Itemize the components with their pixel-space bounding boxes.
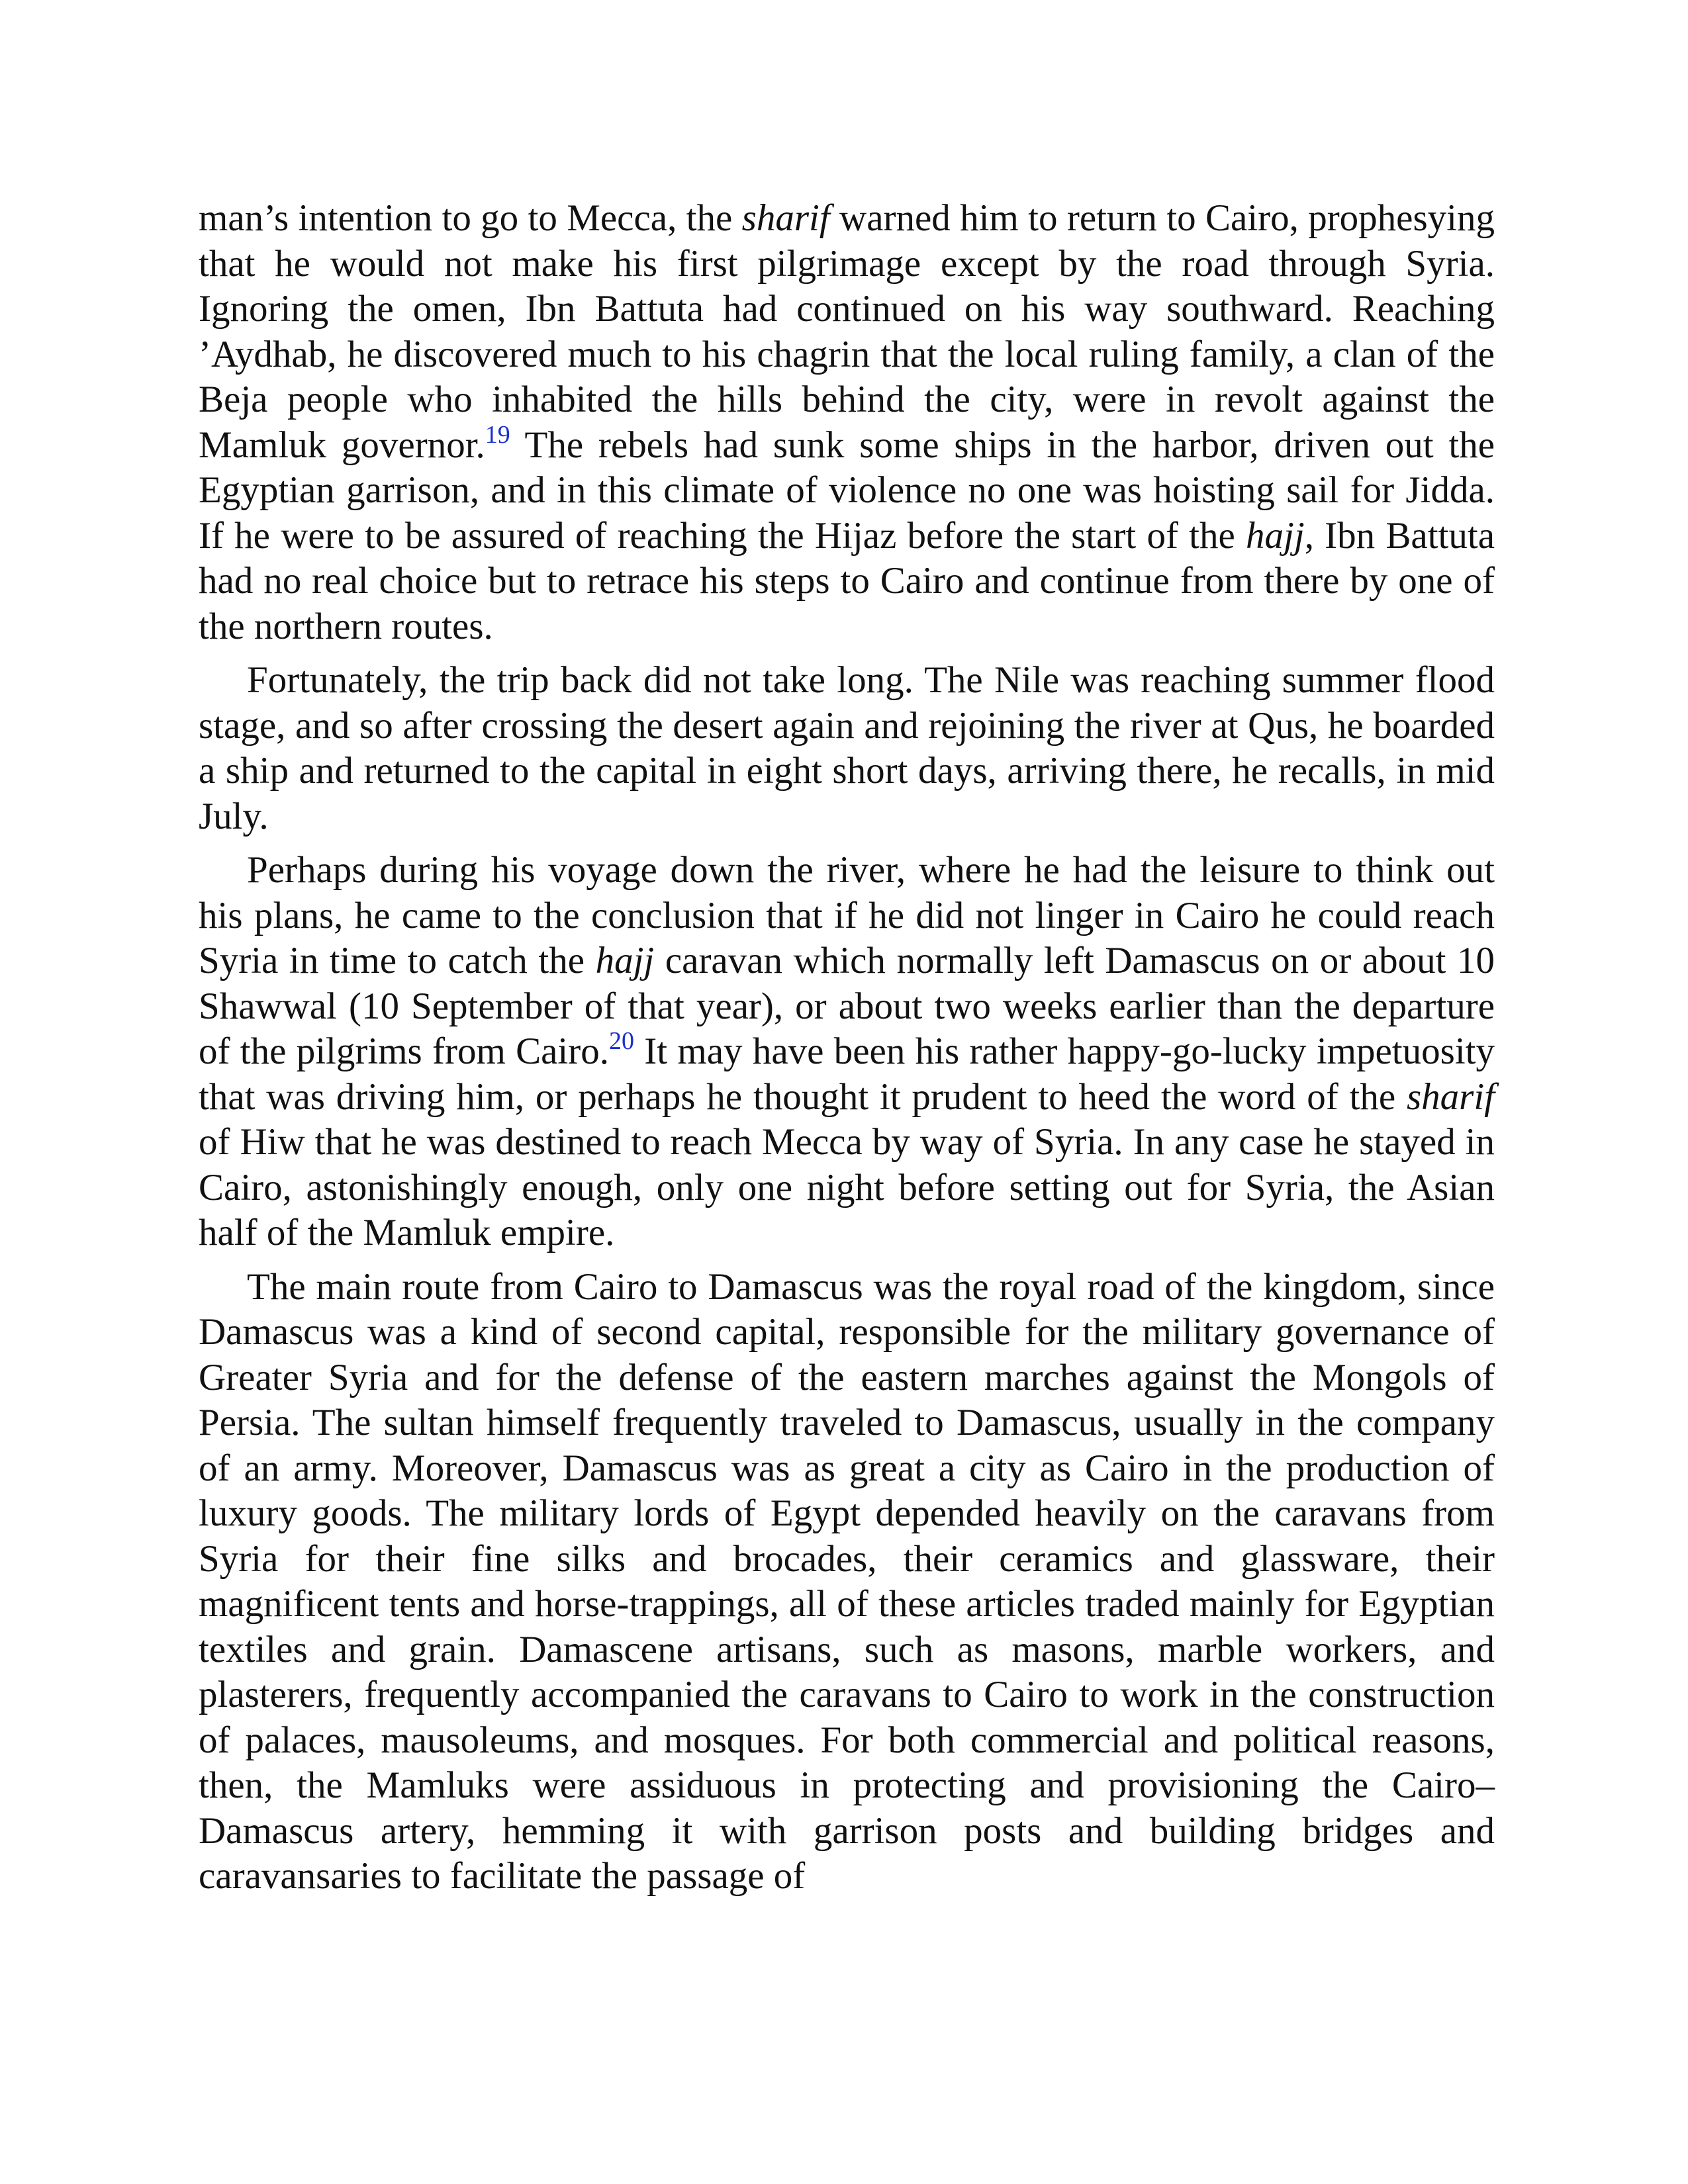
italic-term: hajj — [595, 940, 655, 981]
footnote-marker[interactable]: 19 — [485, 420, 510, 449]
text-run: The rebels had sunk some ships in the harbor, driven out the Egyptian garrison, and in this climate of violence no one was hoisting sail for Jidda. If he were to be assured of reaching the Hijaz before the start of the — [199, 424, 1495, 557]
text-run: Perhaps during his voyage down the river, where he had the leisure to think out his plans, he came to the conclusion that if he did not linger in Cairo he could reach Syria in time to catch the — [199, 849, 1495, 981]
paragraph — [199, 1265, 1495, 1899]
paragraph — [199, 658, 1495, 839]
footnote-marker[interactable]: 20 — [609, 1027, 634, 1055]
text-run: The main route from Cairo to Damascus was the royal road of the kingdom, since Damascus was a kind of second capital, responsible for the military governance of Greater Syria and for the defense of the eastern marches against the Mongols of Persia. The sultan himself frequently traveled to Damascus, usually in the company of an army. Moreover, Damascus was as great a city as Cairo in the production of luxury goods. The military lords of Egypt depended heavily on the caravans from Syria for their fine silks and brocades, their ceramics and glassware, their magnificent tents and horse-trappings, all of these articles traded mainly for Egyptian textiles and grain. Damascene artisans, such as masons, marble workers, and plasterers, frequently accompanied the caravans to Cairo to work in the construction of palaces, mausoleums, and mosques. For both commercial and political reasons, then, the Mamluks were assiduous in protecting and provisioning the Cairo–Damascus artery, hemming it with garrison posts and building bridges and caravansaries to facilitate the passage of — [199, 1265, 1495, 1897]
italic-term: sharif — [1406, 1075, 1495, 1118]
text-run: It may have been his rather happy-go-lucky impetuosity that was driving him, or perhaps he thought it prudent to heed the word of the — [199, 1030, 1495, 1118]
text-run: man’s intention to go to Mecca, the — [199, 197, 742, 239]
italic-term: sharif — [741, 197, 830, 239]
text-run: caravan which normally left Damascus on or about 10 Shawwal (10 September of that year), or about two weeks earlier than the departure of the pilgrims from Cairo. — [199, 940, 1495, 1072]
text-run: of Hiw that he was destined to reach Mecca by way of Syria. In any case he stayed in Cairo, astonishingly enough, only one night before setting out for Syria, the Asian half of the Mamluk empire. — [199, 1121, 1495, 1253]
text-run: warned him to return to Cairo, prophesying that he would not make his first pilgrimage except by the road through Syria. Ignoring the omen, Ibn Battuta had continued on his way southward. Reaching ’Aydhab, he discovered much to his chagrin that the local ruling family, a clan of the Beja people who inhabited the hills behind the city, were in revolt against the Mamluk governor. — [199, 197, 1495, 466]
text-run: , Ibn Battuta had no real choice but to retrace his steps to Cairo and continue from there by one of the northern routes. — [199, 514, 1495, 647]
italic-term: hajj — [1246, 514, 1305, 557]
paragraph — [199, 196, 1495, 649]
paragraph — [199, 848, 1495, 1256]
text-run: Fortunately, the trip back did not take long. The Nile was reaching summer flood stage, and so after crossing the desert again and rejoining the river at Qus, he boarded a ship and returned to the capital in eight short days, arriving there, he recalls, in mid July. — [199, 659, 1495, 837]
page-body — [199, 196, 1495, 1908]
